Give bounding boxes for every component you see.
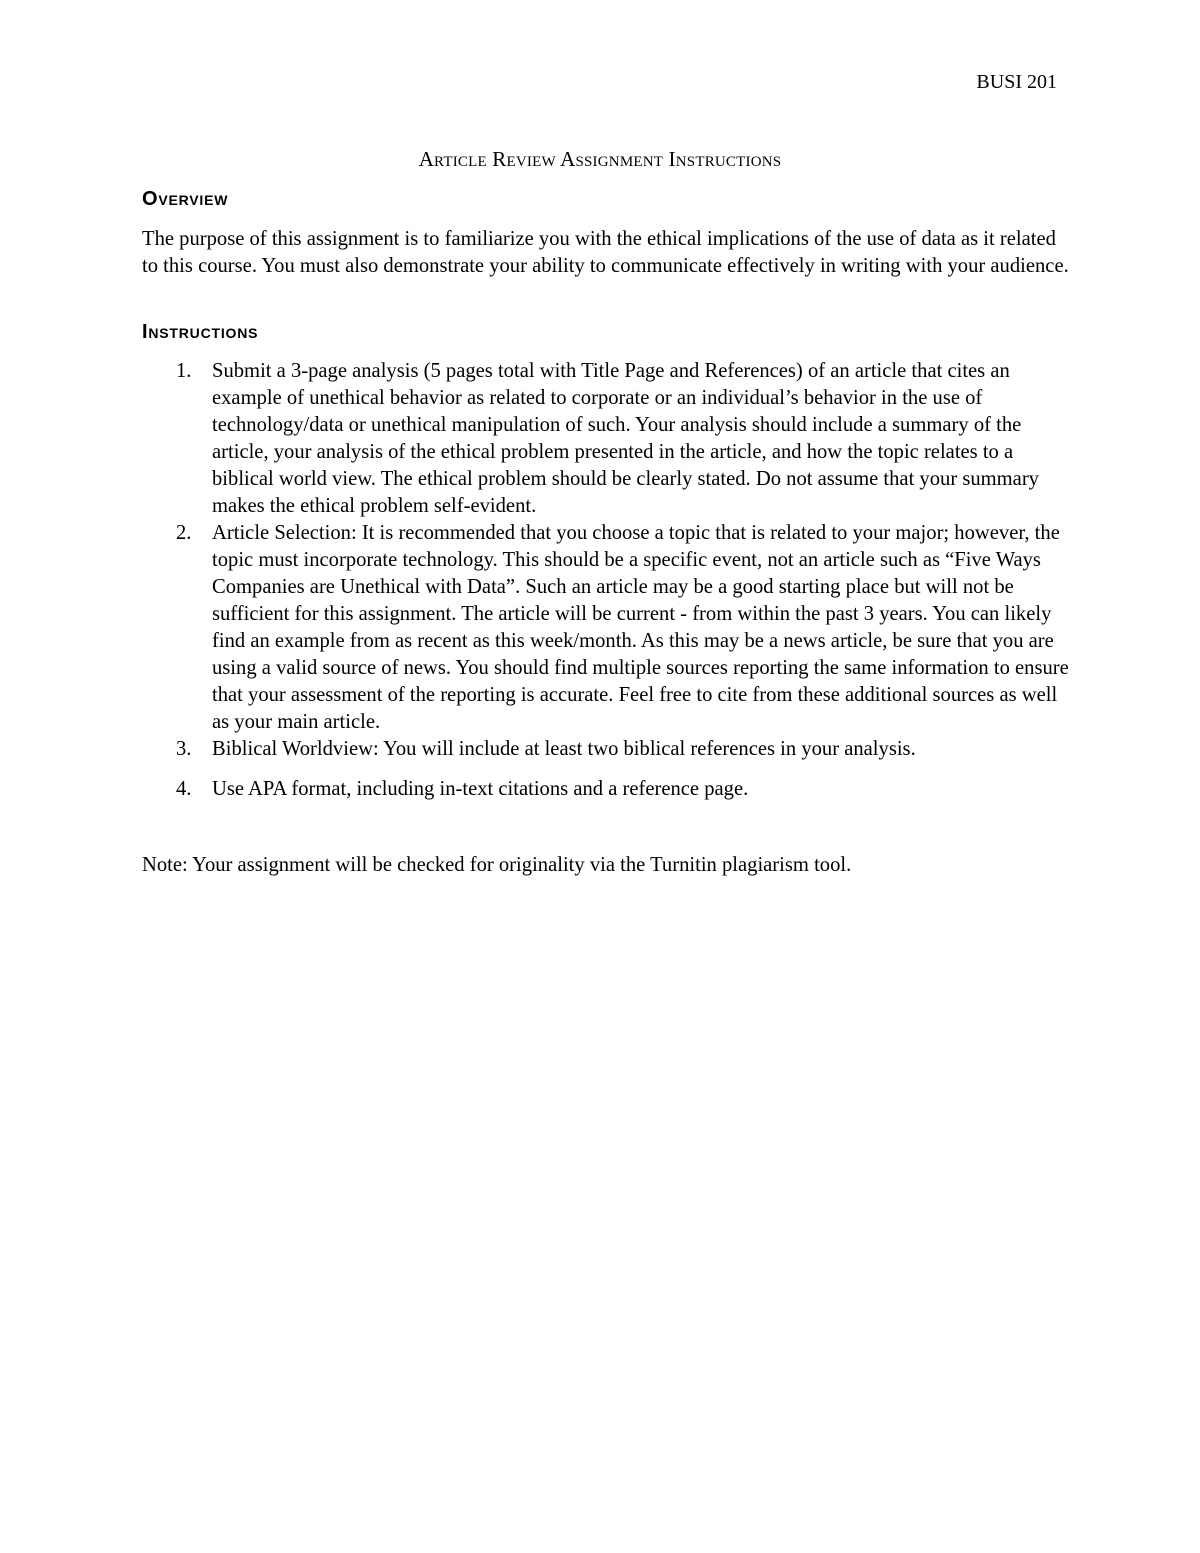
list-item-number: 1. bbox=[176, 360, 192, 382]
originality-note: Note: Your assignment will be checked for originality via the Turnitin plagiarism tool. bbox=[142, 854, 852, 876]
document-title: Article Review Assignment Instructions bbox=[418, 147, 782, 171]
list-item-text: Article Selection: It is recommended that you choose a topic that is related to your major; however, the topic must incorporate technology. This should be a specific event, not an article such as “Five Ways Companies are Unethical with Data”. Such an article may be a good starting place but will not be sufficient for this assignment. The article will be current - from within the past 3 years. You can likely find an example from as recent as this week/month. As this may be a news article, be sure that you are using a valid source of news. You should find multiple sources reporting the same information to ensure that your assessment of the reporting is accurate. Feel free to cite from these additional sources as well as your main article. bbox=[212, 522, 1069, 733]
list-item-text: Biblical Worldview: You will include at least two biblical references in your analysis. bbox=[212, 738, 916, 760]
list-item bbox=[142, 520, 1072, 736]
list-item-text: Use APA format, including in-text citations and a reference page. bbox=[212, 778, 749, 800]
overview-paragraph: The purpose of this assignment is to familiarize you with the ethical implications of the use of data as it related to this course. You must also demonstrate your ability to communicate effectively in writing with your audience. bbox=[142, 228, 1069, 277]
instructions-list bbox=[142, 358, 1072, 803]
list-item-number: 2. bbox=[176, 522, 192, 544]
course-code: BUSI 201 bbox=[976, 71, 1057, 93]
list-item-number: 4. bbox=[176, 778, 192, 800]
instructions-heading: Instructions bbox=[142, 321, 259, 343]
overview-heading: Overview bbox=[142, 188, 229, 210]
list-item bbox=[142, 736, 1072, 763]
list-item bbox=[142, 776, 1072, 803]
list-item-text: Submit a 3-page analysis (5 pages total with Title Page and References) of an article that cites an example of unethical behavior as related to corporate or an individual’s behavior in the use of technology/data or unethical manipulation of such. Your analysis should include a summary of the article, your analysis of the ethical problem presented in the article, and how the topic relates to a biblical world view. The ethical problem should be clearly stated. Do not assume that your summary makes the ethical problem self-evident. bbox=[212, 360, 1039, 517]
list-item-number: 3. bbox=[176, 738, 192, 760]
list-item bbox=[142, 358, 1072, 520]
